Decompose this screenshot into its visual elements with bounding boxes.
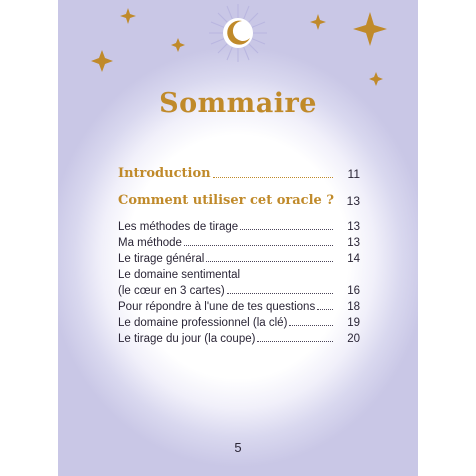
page-title: Sommaire (159, 88, 317, 119)
toc-page-number: 14 (347, 253, 360, 265)
toc-label: Le tirage général (118, 253, 205, 265)
sparkle-star-icon (120, 8, 136, 24)
toc-page-number: 13 (346, 194, 360, 208)
toc-entry (118, 317, 360, 329)
dot-leader (240, 228, 333, 230)
dot-leader (289, 324, 333, 326)
dot-leader (206, 260, 333, 262)
toc-entry (118, 237, 360, 249)
toc-label: Comment utiliser cet oracle ? (118, 193, 334, 208)
toc-label: Le tirage du jour (la coupe) (118, 333, 256, 345)
toc-label: Les méthodes de tirage (118, 221, 239, 233)
toc-page-number: 13 (347, 237, 360, 249)
toc-label: Le domaine professionnel (la clé) (118, 317, 288, 329)
toc-entry (118, 301, 360, 313)
sparkle-star-icon (369, 72, 383, 86)
dot-leader (213, 176, 333, 178)
toc-label: Le domaine sentimental (118, 269, 241, 281)
toc-page-number: 20 (347, 333, 360, 345)
dot-leader (257, 340, 333, 342)
toc-entry-section (118, 193, 360, 208)
sparkle-star-icon (310, 14, 326, 30)
dot-leader (184, 244, 333, 246)
page-number: 5 (234, 440, 242, 455)
sparkle-star-icon (171, 38, 185, 52)
dot-leader (227, 292, 333, 294)
toc-label: Ma méthode (118, 237, 182, 249)
sparkle-star-icon (353, 12, 387, 46)
toc-page-number: 11 (347, 167, 360, 181)
toc-label: (le cœur en 3 cartes) (118, 285, 225, 297)
toc-entry (118, 285, 360, 297)
toc-entry-intro (118, 166, 360, 181)
sparkle-star-icon (91, 50, 113, 72)
toc-entry (118, 221, 360, 233)
toc-label: Pour répondre à l'une de tes questions (118, 301, 316, 313)
toc-label: Introduction (118, 166, 211, 181)
toc-entry (118, 269, 360, 281)
dot-leader (317, 308, 333, 310)
toc-page-number: 16 (347, 285, 360, 297)
toc-entry (118, 333, 360, 345)
toc-page-number: 19 (347, 317, 360, 329)
toc-entry (118, 253, 360, 265)
toc-page-number: 13 (347, 221, 360, 233)
toc-page-number: 18 (347, 301, 360, 313)
book-page (58, 0, 418, 476)
